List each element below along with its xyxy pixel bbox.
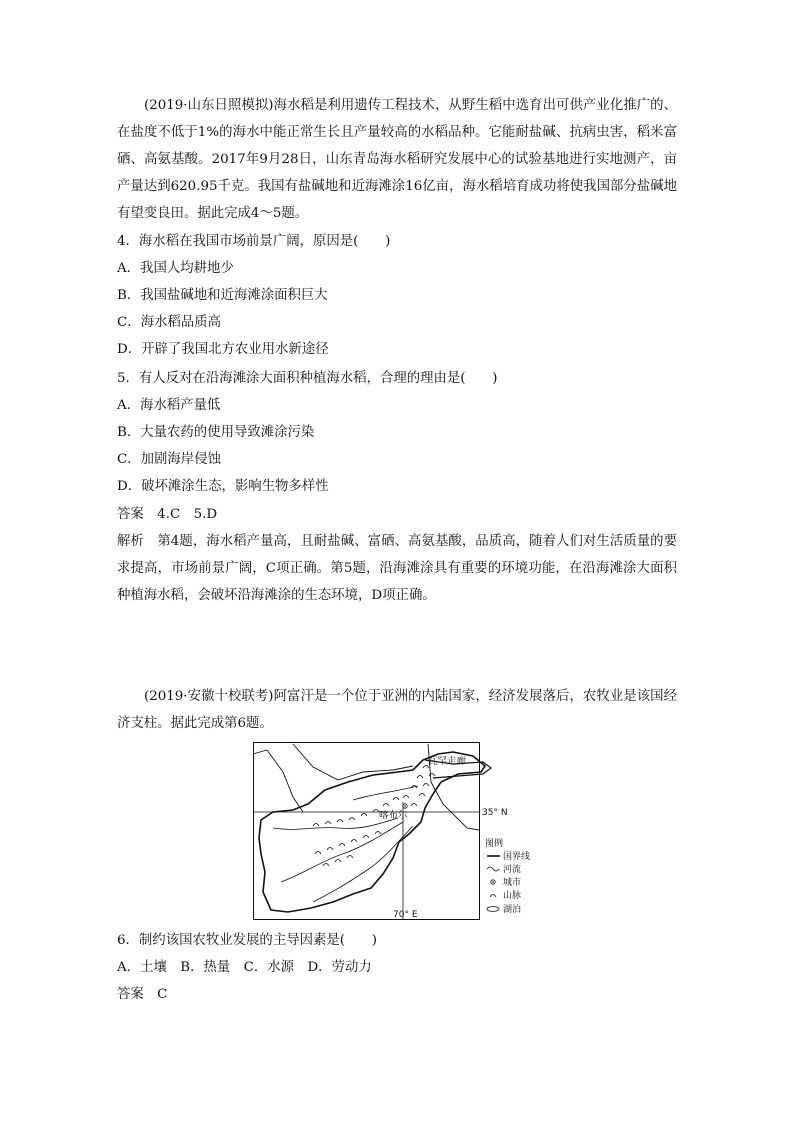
question-4-option-a: A．我国人均耕地少 xyxy=(117,261,234,276)
answer-4-5 xyxy=(117,501,677,528)
question-5 xyxy=(117,365,677,500)
legend-city: 城市 xyxy=(503,878,522,888)
analysis-4-5-text: 解析 第4题，海水稻产量高，且耐盐碱、富硒、高氨基酸，品质高，随着人们对生活质量的要求提高，市场前景广阔，C项正确。第5题，沿海滩涂具有重要的环境功能，在沿海滩涂大面积种植海水稻，会破坏沿海滩涂的生态环境，D项正确。 xyxy=(117,534,677,603)
map-frame xyxy=(254,743,480,920)
answer-6: 答案 C xyxy=(117,987,168,1002)
question-6-options: A．土壤 B．热量 C．水源 D．劳动力 xyxy=(117,960,372,975)
question-4-option-b: B．我国盐碱地和近海滩涂面积巨大 xyxy=(117,288,328,303)
legend-river: 河流 xyxy=(503,865,522,875)
passage-2-text: (2019·安徽十校联考)阿富汗是一个位于亚洲的内陆国家，经济发展落后，农牧业是该国经济支柱。据此完成第6题。 xyxy=(117,689,677,731)
afghanistan-map xyxy=(253,742,542,920)
river-2 xyxy=(281,822,403,882)
legend-title: 图例 xyxy=(485,839,504,849)
question-6-stem: 6．制约该国农牧业发展的主导因素是( ) xyxy=(117,933,377,948)
legend-lake: 湖泊 xyxy=(503,905,522,915)
label-kabul: 喀布尔 xyxy=(379,810,408,821)
label-latitude: 35° N xyxy=(482,808,508,818)
question-5-option-a: A．海水稻产量低 xyxy=(117,398,221,413)
question-5-stem: 5．有人反对在沿海滩涂大面积种植海水稻，合理的理由是( ) xyxy=(117,371,498,386)
label-longitude: 70° E xyxy=(393,910,418,920)
legend-lake-icon xyxy=(487,907,499,912)
river-4 xyxy=(353,786,418,800)
passage-1 xyxy=(117,92,677,227)
question-4-option-d: D．开辟了我国北方农业用水新途径 xyxy=(117,342,329,357)
label-wakhan-corridor: 瓦罕走廊 xyxy=(428,756,467,767)
mountain-range xyxy=(313,766,435,867)
passage-1-text: (2019·山东日照模拟)海水稻是利用遗传工程技术，从野生稻中选育出可供产业化推广的、在盐度不低于1%的海水中能正常生长且产量较高的水稻品种。它能耐盐碱、抗病虫害，稻米富硒、高氨基酸。2017年9月28日，山东青岛海水稻研究发展中心的试验基地进行实地测产，亩产量达到620.95千克。我国有盐碱地和近海滩涂16亿亩，海水稻培育成功将使我国部分盐碱地有望变良田。据此完成4～5题。 xyxy=(117,98,677,221)
question-6 xyxy=(117,927,677,1008)
kabul-city-dot xyxy=(404,805,406,807)
question-4-stem: 4．海水稻在我国市场前景广阔，原因是( ) xyxy=(117,234,391,249)
question-4 xyxy=(117,228,677,363)
question-5-option-c: C．加剧海岸侵蚀 xyxy=(117,452,221,467)
answer-4-5-text: 答案 4.C 5.D xyxy=(117,507,218,522)
legend-river-icon xyxy=(487,867,499,871)
neighbour-border xyxy=(253,744,413,812)
legend-border: 国界线 xyxy=(503,852,531,862)
question-5-option-d: D．破坏滩涂生态，影响生物多样性 xyxy=(117,479,329,494)
legend-mountain: 山脉 xyxy=(503,891,522,901)
question-4-option-c: C．海水稻品质高 xyxy=(117,315,221,330)
analysis-4-5 xyxy=(117,528,677,609)
map-svg xyxy=(253,742,542,920)
legend-mountain-icon xyxy=(490,895,496,898)
passage-2 xyxy=(117,683,677,737)
question-5-option-b: B．大量农药的使用导致滩涂污染 xyxy=(117,425,315,440)
map-legend xyxy=(485,837,530,915)
legend-city-dot-icon xyxy=(492,881,494,883)
